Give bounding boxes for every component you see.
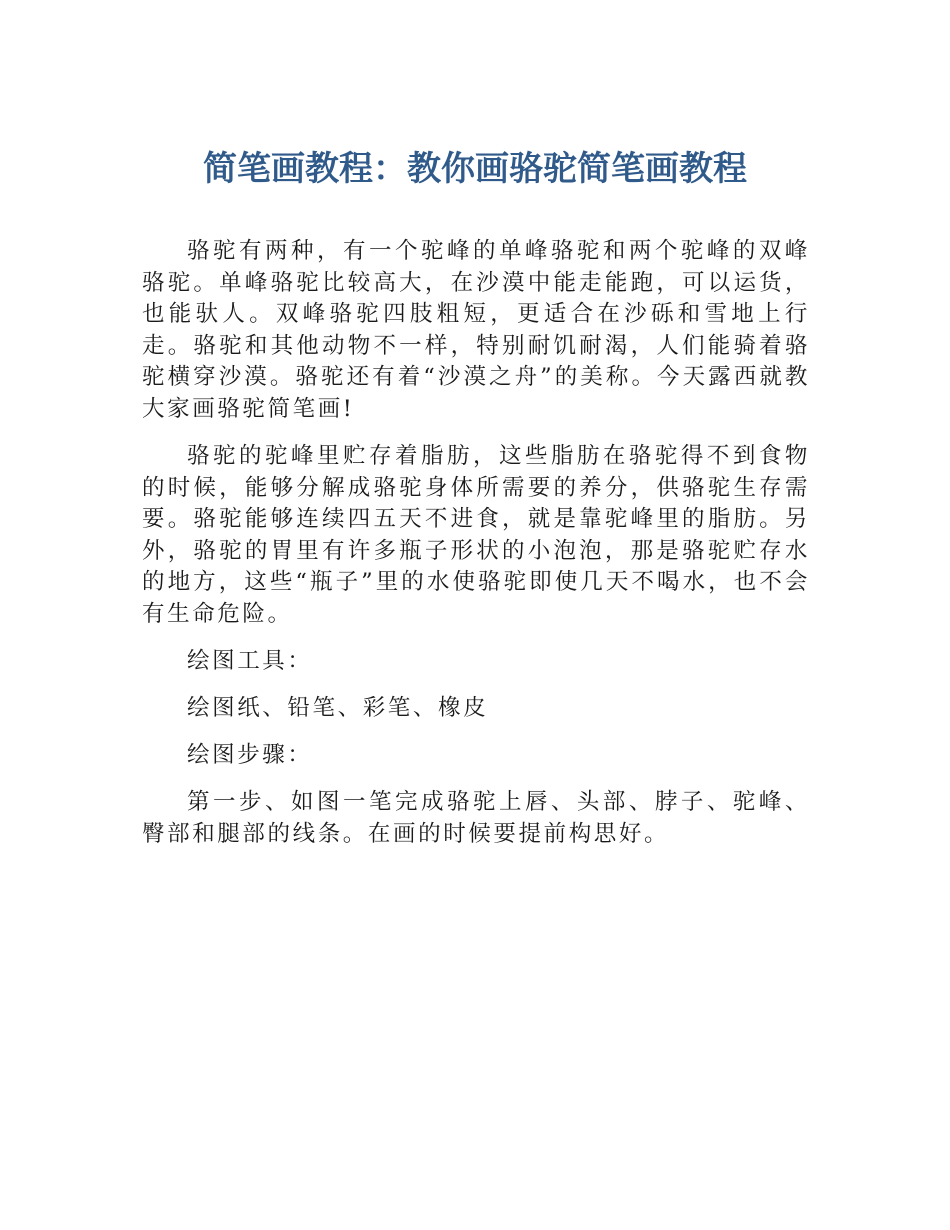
paragraph-step-one: 第一步、如图一笔完成骆驼上唇、头部、脖子、驼峰、臀部和腿部的线条。在画的时候要提前构思好。 [142,789,810,847]
document-body [142,236,810,866]
paragraph-steps-heading: 绘图步骤： [187,742,313,769]
paragraph-intro: 骆驼有两种，有一个驼峰的单峰骆驼和两个驼峰的双峰骆驼。单峰骆驼比较高大，在沙漠中能走能跑，可以运货，也能驮人。双峰骆驼四肢粗短，更适合在沙砾和雪地上行走。骆驼和其他动物不一样，特别耐饥耐渴，人们能骑着骆驼横穿沙漠。骆驼还有着“沙漠之舟”的美称。今天露西就教大家画骆驼简笔画! [142,238,810,422]
document-title: 简笔画教程：教你画骆驼简笔画教程 [203,149,747,189]
paragraph-tools-heading: 绘图工具： [187,648,313,675]
paragraph-hump: 骆驼的驼峰里贮存着脂肪，这些脂肪在骆驼得不到食物的时候，能够分解成骆驼身体所需要的养分，供骆驼生存需要。骆驼能够连续四五天不进食，就是靠驼峰里的脂肪。另外，骆驼的胃里有许多瓶子形状的小泡泡，那是骆驼贮存水的地方，这些“瓶子”里的水使骆驼即使几天不喝水，也不会有生命危险。 [142,443,810,628]
paragraph-tools-list: 绘图纸、铅笔、彩笔、橡皮 [187,695,489,722]
